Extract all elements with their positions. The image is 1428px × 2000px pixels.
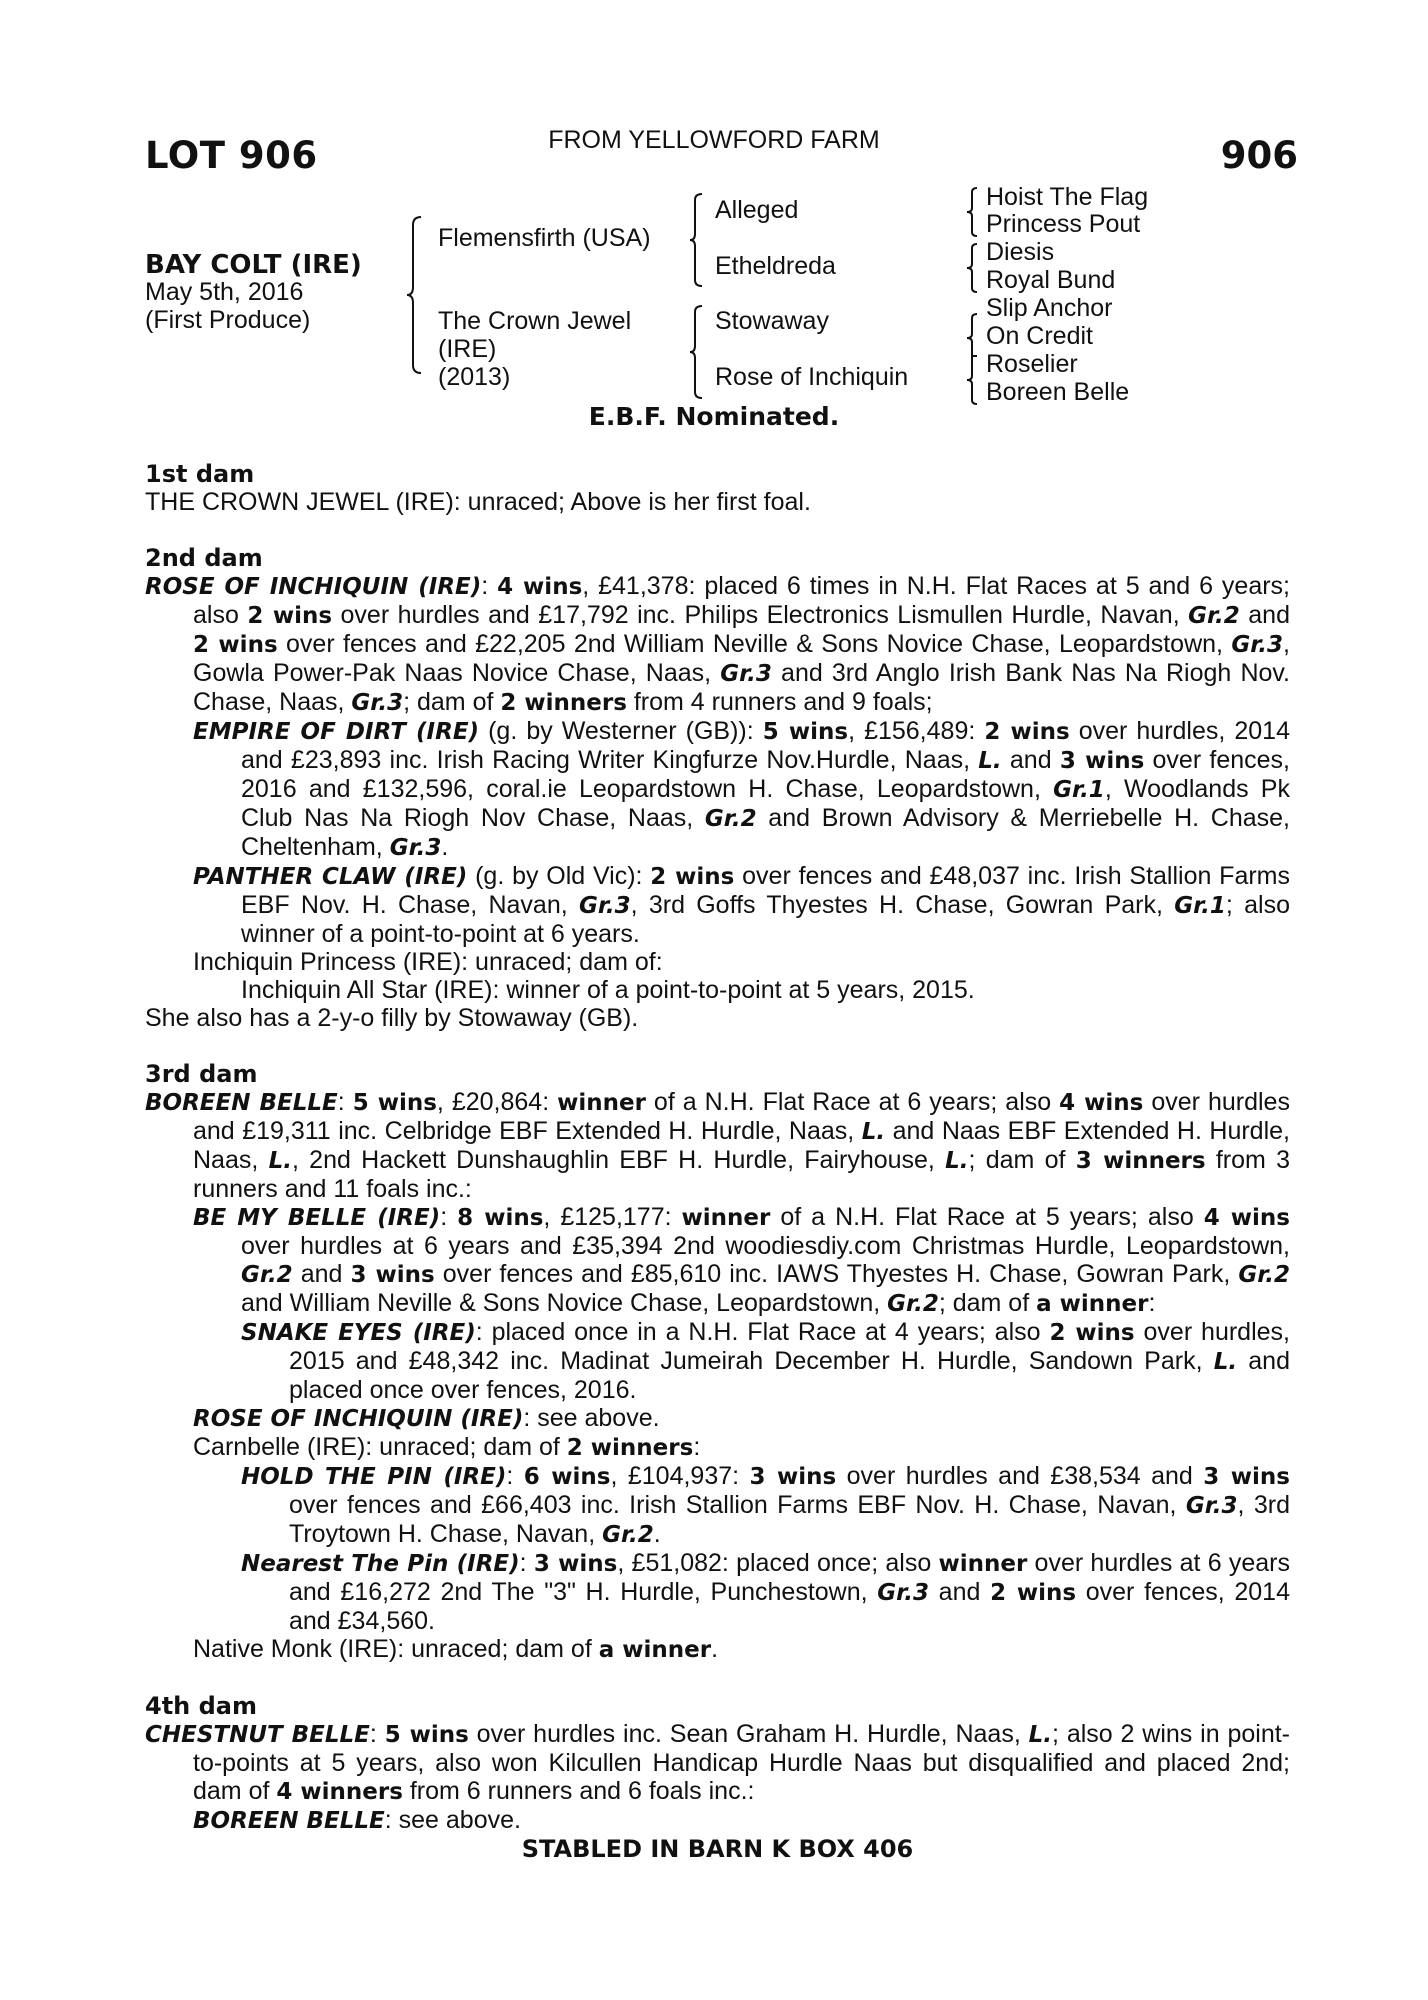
horse-name-emphasis: Gr.3 bbox=[720, 661, 772, 687]
dam-year: (2013) bbox=[438, 363, 511, 391]
text-segment: from 4 runners and 9 foals; bbox=[626, 688, 933, 716]
third-dam-heading: 3rd dam bbox=[145, 1060, 258, 1088]
horse-name-emphasis: Gr.2 bbox=[1238, 1262, 1290, 1288]
dam-sire: Stowaway bbox=[715, 307, 829, 335]
text-segment: , £125,177: bbox=[543, 1203, 682, 1231]
ddd: Boreen Belle bbox=[986, 378, 1130, 406]
text-segment: . bbox=[441, 833, 449, 861]
sdd: Royal Bund bbox=[986, 266, 1116, 294]
dam-country: (IRE) bbox=[438, 335, 497, 363]
bold-text: 2 wins bbox=[984, 719, 1070, 745]
pedigree-brace bbox=[405, 215, 427, 375]
progeny-nearest-the-pin bbox=[145, 1549, 1290, 1635]
bold-text: 3 winners bbox=[1075, 1148, 1206, 1174]
text-segment: and Brown Advisory & Merriebelle H. Chase, Cheltenham, bbox=[241, 804, 1290, 861]
bold-text: 2 wins bbox=[650, 864, 735, 890]
progeny-empire-of-dirt bbox=[145, 717, 1290, 862]
text-segment: ; dam of bbox=[403, 688, 501, 716]
text-segment: : bbox=[481, 572, 498, 600]
bold-text: a winner bbox=[598, 1637, 712, 1663]
text-segment: : bbox=[506, 1462, 524, 1490]
ebf-nominated: E.B.F. Nominated. bbox=[588, 402, 840, 431]
sss: Hoist The Flag bbox=[986, 183, 1149, 211]
bold-text: 3 wins bbox=[1203, 1464, 1290, 1490]
text-segment: ; dam of bbox=[938, 1289, 1037, 1317]
text-segment: , 3rd Troytown H. Chase, Navan, bbox=[289, 1491, 1290, 1548]
lot-label: LOT 906 bbox=[145, 134, 318, 177]
text-segment: and Naas EBF Extended H. Hurdle, Naas, bbox=[193, 1117, 1290, 1174]
text-segment: over fences and £85,610 inc. IAWS Thyestes H. Chase, Gowran Park, bbox=[434, 1260, 1239, 1288]
horse-name-emphasis: Gr.2 bbox=[602, 1522, 654, 1548]
progeny-boreen-belle bbox=[145, 1806, 1290, 1835]
text-segment: , £156,489: bbox=[848, 717, 985, 745]
horse-name-emphasis: HOLD THE PIN (IRE) bbox=[241, 1464, 507, 1490]
horse-name: BAY COLT (IRE) bbox=[145, 250, 362, 280]
progeny-hold-the-pin bbox=[145, 1462, 1290, 1549]
horse-name-emphasis: L. bbox=[945, 1148, 969, 1174]
text-segment: : placed once in a N.H. Flat Race at 4 years; also bbox=[475, 1318, 1050, 1346]
bold-text: 3 wins bbox=[749, 1464, 837, 1490]
bold-text: 4 wins bbox=[1059, 1090, 1144, 1116]
text-segment: ; dam of bbox=[968, 1146, 1076, 1174]
horse-name-emphasis: L. bbox=[1213, 1349, 1238, 1375]
bold-text: 2 wins bbox=[247, 603, 333, 629]
pedigree-brace bbox=[688, 304, 708, 400]
text-segment: from 6 runners and 6 foals inc.: bbox=[402, 1777, 755, 1805]
horse-name-emphasis: Gr.2 bbox=[1188, 603, 1240, 629]
pedigree-brace bbox=[688, 192, 708, 288]
text-segment: , Woodlands Pk Club Nas Na Riogh Nov Chase, Naas, bbox=[241, 775, 1290, 832]
text-segment: and placed once over fences, 2016. bbox=[289, 1347, 1290, 1404]
text-segment: over hurdles and £17,792 inc. Philips Electronics Lismullen Hurdle, Navan, bbox=[332, 601, 1189, 629]
horse-name-emphasis: Gr.3 bbox=[389, 835, 442, 861]
text-segment: , £104,937: bbox=[610, 1462, 750, 1490]
progeny-snake-eyes bbox=[145, 1318, 1290, 1404]
text-segment: and bbox=[928, 1578, 991, 1606]
pedigree-brace bbox=[965, 312, 983, 406]
text-segment: from 3 runners and 11 foals inc.: bbox=[193, 1146, 1291, 1203]
dss: Slip Anchor bbox=[986, 294, 1113, 322]
horse-name-emphasis: Gr.2 bbox=[887, 1291, 939, 1317]
progeny-inchiquin-all-star: Inchiquin All Star (IRE): winner of a point-to-point at 5 years, 2015. bbox=[241, 976, 975, 1004]
text-segment: : bbox=[519, 1549, 534, 1577]
bold-text: 4 wins bbox=[497, 574, 583, 600]
bold-text: winner bbox=[681, 1205, 771, 1231]
horse-name-emphasis: BOREEN BELLE bbox=[145, 1090, 338, 1116]
bold-text: 4 wins bbox=[1203, 1205, 1290, 1231]
text-segment: over hurdles and £38,534 and bbox=[836, 1462, 1204, 1490]
progeny-inchiquin-princess: Inchiquin Princess (IRE): unraced; dam of: bbox=[193, 948, 663, 976]
bold-text: 2 winners bbox=[566, 1435, 694, 1461]
horse-name-emphasis: L. bbox=[861, 1119, 886, 1145]
text-segment: and bbox=[1239, 601, 1290, 629]
text-segment: and bbox=[292, 1260, 351, 1288]
text-segment: and bbox=[1001, 746, 1060, 774]
dam-name: The Crown Jewel bbox=[438, 307, 632, 335]
fourth-dam-heading: 4th dam bbox=[145, 1692, 257, 1720]
first-dam-text: THE CROWN JEWEL (IRE): unraced; Above is her first foal. bbox=[145, 488, 811, 516]
horse-name-emphasis: Gr.1 bbox=[1174, 893, 1226, 919]
consignor: FROM YELLOWFORD FARM bbox=[548, 126, 880, 154]
sire: Flemensfirth (USA) bbox=[438, 224, 651, 252]
foaling-date: May 5th, 2016 bbox=[145, 278, 304, 306]
text-segment: over fences, 2014 and £34,560. bbox=[289, 1578, 1290, 1635]
horse-name-emphasis: CHESTNUT BELLE bbox=[145, 1722, 370, 1748]
horse-name-emphasis: ROSE OF INCHIQUIN (IRE) bbox=[193, 1406, 524, 1432]
horse-name-emphasis: Gr.1 bbox=[1053, 777, 1105, 803]
horse-name-emphasis: Nearest The Pin (IRE) bbox=[241, 1551, 520, 1577]
text-segment: of a N.H. Flat Race at 6 years; also bbox=[645, 1088, 1060, 1116]
second-dam-main bbox=[145, 572, 1290, 717]
produce-note: (First Produce) bbox=[145, 306, 311, 334]
sds: Diesis bbox=[986, 238, 1055, 266]
stabling-info: STABLED IN BARN K BOX 406 bbox=[521, 1835, 914, 1863]
text-segment: , 2nd Hackett Dunshaughlin EBF H. Hurdle, Fairyhouse, bbox=[291, 1146, 946, 1174]
text-segment: over fences, 2016 and £132,596, coral.ie Leopardstown H. Chase, Leopardstown, bbox=[241, 746, 1290, 803]
bold-text: 4 winners bbox=[276, 1779, 403, 1805]
dds: Roselier bbox=[986, 350, 1078, 378]
horse-name-emphasis: BOREEN BELLE bbox=[193, 1808, 385, 1834]
text-segment: , 3rd Goffs Thyestes H. Chase, Gowran Park, bbox=[630, 891, 1175, 919]
bold-text: 6 wins bbox=[523, 1464, 611, 1490]
text-segment: over hurdles at 6 years and £16,272 2nd The "3" H. Hurdle, Punchestown, bbox=[289, 1549, 1290, 1606]
sire-sire: Alleged bbox=[715, 196, 799, 224]
text-segment: : bbox=[693, 1433, 701, 1461]
text-segment: over hurdles, 2014 and £23,893 inc. Irish Racing Writer Kingfurze Nov.Hurdle, Naas, bbox=[241, 717, 1290, 774]
bold-text: 5 wins bbox=[352, 1090, 437, 1116]
text-segment: : bbox=[440, 1203, 458, 1231]
text-segment: : bbox=[369, 1720, 385, 1748]
dam-dam: Rose of Inchiquin bbox=[715, 363, 909, 391]
text-segment: , £51,082: placed once; also bbox=[617, 1549, 939, 1577]
text-segment: ; also 2 wins in point-to-points at 5 years, also won Kilcullen Handicap Hurdle Naas but disqualified and placed 2nd; dam of bbox=[193, 1720, 1291, 1805]
text-segment: over hurdles at 6 years and £35,394 2nd woodiesdiy.com Christmas Hurdle, Leopardstown, bbox=[241, 1232, 1290, 1260]
horse-name-emphasis: Gr.3 bbox=[578, 893, 631, 919]
first-dam-heading: 1st dam bbox=[145, 460, 255, 488]
dsd: On Credit bbox=[986, 322, 1093, 350]
horse-name-emphasis: ROSE OF INCHIQUIN (IRE) bbox=[145, 574, 482, 600]
horse-name-emphasis: EMPIRE OF DIRT (IRE) bbox=[193, 719, 480, 745]
progeny-native-monk bbox=[145, 1635, 1290, 1664]
ssd: Princess Pout bbox=[986, 210, 1141, 238]
bold-text: 5 wins bbox=[384, 1722, 469, 1748]
text-segment: over fences and £66,403 inc. Irish Stallion Farms EBF Nov. H. Chase, Navan, bbox=[289, 1491, 1186, 1519]
horse-name-emphasis: BE MY BELLE (IRE) bbox=[193, 1205, 441, 1231]
text-segment: : see above. bbox=[384, 1806, 521, 1834]
bold-text: 2 wins bbox=[193, 632, 278, 658]
progeny-be-my-belle bbox=[145, 1203, 1290, 1318]
progeny-panther-claw bbox=[145, 862, 1290, 948]
bold-text: 2 wins bbox=[1049, 1320, 1135, 1346]
bold-text: 3 wins bbox=[1059, 748, 1145, 774]
text-segment: : bbox=[337, 1088, 353, 1116]
text-segment: over hurdles, 2015 and £48,342 inc. Madinat Jumeirah December H. Hurdle, Sandown Park, bbox=[289, 1318, 1290, 1375]
horse-name-emphasis: Gr.3 bbox=[351, 690, 404, 716]
horse-name-emphasis: Gr.3 bbox=[1231, 632, 1284, 658]
bold-text: 5 wins bbox=[762, 719, 849, 745]
text-segment: over hurdles inc. Sean Graham H. Hurdle, Naas, bbox=[468, 1720, 1029, 1748]
text-segment: and William Neville & Sons Novice Chase, Leopardstown, bbox=[241, 1289, 888, 1317]
text-segment: over hurdles and £19,311 inc. Celbridge EBF Extended H. Hurdle, Naas, bbox=[193, 1088, 1290, 1145]
horse-name-emphasis: Gr.3 bbox=[1185, 1493, 1238, 1519]
second-dam-heading: 2nd dam bbox=[145, 544, 263, 572]
horse-name-emphasis: Gr.3 bbox=[877, 1580, 929, 1606]
horse-name-emphasis: Gr.2 bbox=[704, 806, 757, 832]
bold-text: 8 wins bbox=[457, 1205, 544, 1231]
bold-text: winner bbox=[938, 1551, 1028, 1577]
text-segment: Native Monk (IRE): unraced; dam of bbox=[193, 1635, 599, 1663]
pedigree-brace bbox=[965, 186, 983, 238]
text-segment: : see above. bbox=[523, 1404, 660, 1432]
text-segment: , Gowla Power-Pak Naas Novice Chase, Naas, bbox=[193, 630, 1290, 687]
bold-text: 2 winners bbox=[500, 690, 627, 716]
text-segment: and 3rd Anglo Irish Bank Nas Na Riogh Nov. Chase, Naas, bbox=[193, 659, 1290, 716]
text-segment: , £20,864: bbox=[436, 1088, 558, 1116]
bold-text: a winner bbox=[1036, 1291, 1149, 1317]
progeny-rose-of-inchiquin bbox=[145, 1404, 1290, 1433]
text-segment: of a N.H. Flat Race at 5 years; also bbox=[770, 1203, 1204, 1231]
text-segment: ; also winner of a point-to-point at 6 years. bbox=[241, 891, 1290, 948]
progeny-carnbelle bbox=[145, 1433, 1290, 1462]
text-segment: , £41,378: placed 6 times in N.H. Flat Races at 5 and 6 years; also bbox=[193, 572, 1290, 629]
pedigree-brace bbox=[965, 242, 983, 294]
fourth-dam-main bbox=[145, 1720, 1290, 1806]
text-segment: . bbox=[653, 1520, 661, 1548]
horse-name-emphasis: PANTHER CLAW (IRE) bbox=[193, 864, 468, 890]
text-segment: : bbox=[1148, 1289, 1156, 1317]
bold-text: 3 wins bbox=[533, 1551, 618, 1577]
sire-dam: Etheldreda bbox=[715, 252, 836, 280]
text-segment: (g. by Westerner (GB)): bbox=[479, 717, 763, 745]
horse-name-emphasis: Gr.2 bbox=[241, 1262, 293, 1288]
third-dam-main bbox=[145, 1088, 1290, 1203]
catalogue-body bbox=[145, 460, 1290, 1863]
text-segment: over fences and £22,205 2nd William Neville & Sons Novice Chase, Leopardstown, bbox=[277, 630, 1232, 658]
text-segment: . bbox=[711, 1635, 719, 1663]
horse-name-emphasis: L. bbox=[978, 748, 1002, 774]
bold-text: 2 wins bbox=[990, 1580, 1077, 1606]
horse-name-emphasis: SNAKE EYES (IRE) bbox=[241, 1320, 476, 1346]
text-segment: (g. by Old Vic): bbox=[467, 862, 651, 890]
lot-number: 906 bbox=[1220, 134, 1298, 177]
text-segment: over fences and £48,037 inc. Irish Stallion Farms EBF Nov. H. Chase, Navan, bbox=[241, 862, 1290, 919]
text-segment: Carnbelle (IRE): unraced; dam of bbox=[193, 1433, 567, 1461]
filly-note: She also has a 2-y-o filly by Stowaway (GB). bbox=[145, 1004, 639, 1032]
horse-name-emphasis: L. bbox=[1028, 1722, 1053, 1748]
bold-text: winner bbox=[557, 1090, 646, 1116]
bold-text: 3 wins bbox=[350, 1262, 435, 1288]
horse-name-emphasis: L. bbox=[268, 1148, 292, 1174]
